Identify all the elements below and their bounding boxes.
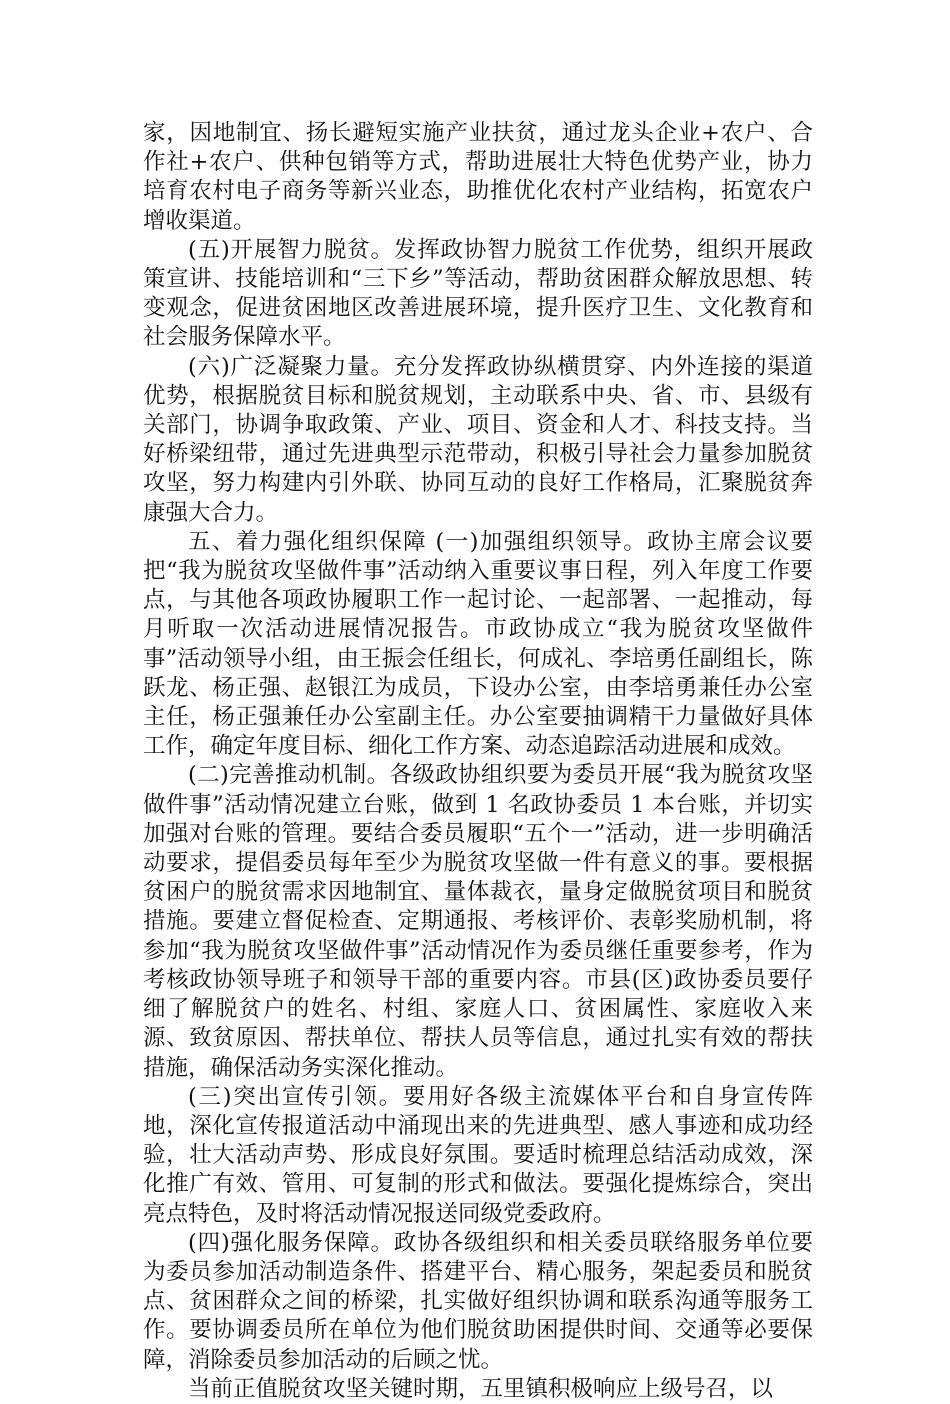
- paragraph-3: (六)广泛凝聚力量。充分发挥政协纵横贯穿、内外连接的渠道优势，根据脱贫目标和脱贫规划，主动联系中央、省、市、县级有关部门，协调争取政策、产业、项目、资金和人才、科技支持。当好桥梁纽带，通过先进典型示范带动，积极引导社会力量参加脱贫攻坚，努力构建内引外联、协同互动的良好工作格局，汇聚脱贫奔康强大合力。: [143, 353, 813, 526]
- paragraph-5: (二)完善推动机制。各级政协组织要为委员开展“我为脱贫攻坚做件事”活动情况建立台账，做到 1 名政协委员 1 本台账，并切实加强对台账的管理。要结合委员履职“五个一”活动，进一步明确活动要求，提倡委员每年至少为脱贫攻坚做一件有意义的事。要根据贫困户的脱贫需求因地制宜、量体裁衣，量身定做脱贫项目和脱贫措施。要建立督促检查、定期通报、考核评价、表彰奖励机制，将参加“我为脱贫攻坚做件事”活动情况作为委员继任重要参考，作为考核政协领导班子和领导干部的重要内容。市县(区)政协委员要仔细了解脱贫户的姓名、村组、家庭人口、贫困属性、家庭收入来源、致贫原因、帮扶单位、帮扶人员等信息，通过扎实有效的帮扶措施，确保活动务实深化推动。: [143, 762, 813, 1081]
- paragraph-2: (五)开展智力脱贫。发挥政协智力脱贫工作优势，组织开展政策宣讲、技能培训和“三下乡”等活动，帮助贫困群众解放思想、转变观念，促进贫困地区改善进展环境，提升医疗卫生、文化教育和社会服务保障水平。: [143, 236, 813, 351]
- document-body: [143, 119, 813, 1404]
- paragraph-6: (三)突出宣传引领。要用好各级主流媒体平台和自身宣传阵地，深化宣传报道活动中涌现出来的先进典型、感人事迹和成功经验，壮大活动声势、形成良好氛围。要适时梳理总结活动成效，深化推广有效、管用、可复制的形式和做法。要强化提炼综合，突出亮点特色，及时将活动情况报送同级党委政府。: [143, 1083, 813, 1227]
- paragraph-4: 五、着力强化组织保障 (一)加强组织领导。政协主席会议要把“我为脱贫攻坚做件事”活动纳入重要议事日程，列入年度工作要点，与其他各项政协履职工作一起讨论、一起部署、一起推动，每月听取一次活动进展情况报告。市政协成立“我为脱贫攻坚做件事”活动领导小组，由王振会任组长，何成礼、李培勇任副组长，陈跃龙、杨正强、赵银江为成员，下设办公室，由李培勇兼任办公室主任，杨正强兼任办公室副主任。办公室要抽调精干力量做好具体工作，确定年度目标、细化工作方案、动态追踪活动进展和成效。: [143, 528, 813, 760]
- paragraph-1: 家，因地制宜、扬长避短实施产业扶贫，通过龙头企业+农户、合作社+农户、供种包销等方式，帮助进展壮大特色优势产业，协力培育农村电子商务等新兴业态，助推优化农村产业结构，拓宽农户增收渠道。: [143, 120, 813, 234]
- paragraph-8: 当前正值脱贫攻坚关键时期，五里镇积极响应上级号召，以: [188, 1375, 774, 1402]
- paragraph-7: (四)强化服务保障。政协各级组织和相关委员联络服务单位要为委员参加活动制造条件、搭建平台、精心服务，架起委员和脱贫点、贫困群众之间的桥梁，扎实做好组织协调和联系沟通等服务工作。要协调委员所在单位为他们脱贫助困提供时间、交通等必要保障，消除委员参加活动的后顾之忧。: [143, 1229, 813, 1373]
